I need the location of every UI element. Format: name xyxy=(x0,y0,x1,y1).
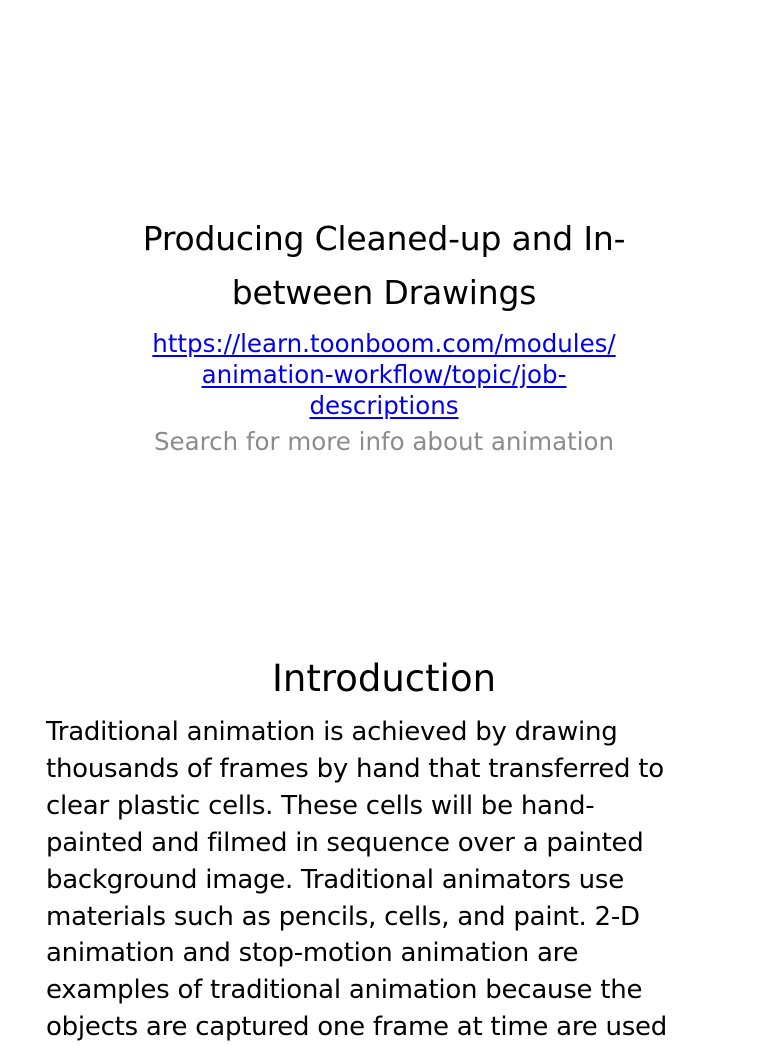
reference-link-line-1: https://learn.toonboom.com/modules/ xyxy=(152,329,616,358)
reference-link[interactable] xyxy=(90,328,678,421)
body-line: painted and filmed in sequence over a painted xyxy=(46,827,644,858)
slide-title-line-1: Producing Cleaned-up and In- xyxy=(142,219,626,259)
body-line: background image. Traditional animators use xyxy=(46,864,624,895)
body-line: Traditional animation is achieved by drawing xyxy=(46,717,618,747)
introduction-body xyxy=(46,714,746,1046)
slide-subtitle xyxy=(90,328,678,457)
reference-link-line-3: descriptions xyxy=(309,391,459,420)
body-line: examples of traditional animation because the xyxy=(46,975,643,1006)
introduction-heading: Introduction xyxy=(271,656,497,700)
search-note: Search for more info about animation xyxy=(153,427,615,456)
reference-link-line-2: animation-workflow/topic/job- xyxy=(201,360,567,389)
body-line: animation and stop-motion animation are xyxy=(46,938,579,969)
body-line: thousands of frames by hand that transferred to xyxy=(46,753,664,784)
introduction-slide xyxy=(0,576,768,1043)
body-line: clear plastic cells. These cells will be hand- xyxy=(46,790,595,821)
slide-title-line-2: between Drawings xyxy=(231,273,537,313)
body-line: materials such as pencils, cells, and paint. 2-D xyxy=(46,901,640,932)
slide-title xyxy=(60,212,708,320)
body-line: objects are captured one frame at time are used xyxy=(46,1012,668,1043)
